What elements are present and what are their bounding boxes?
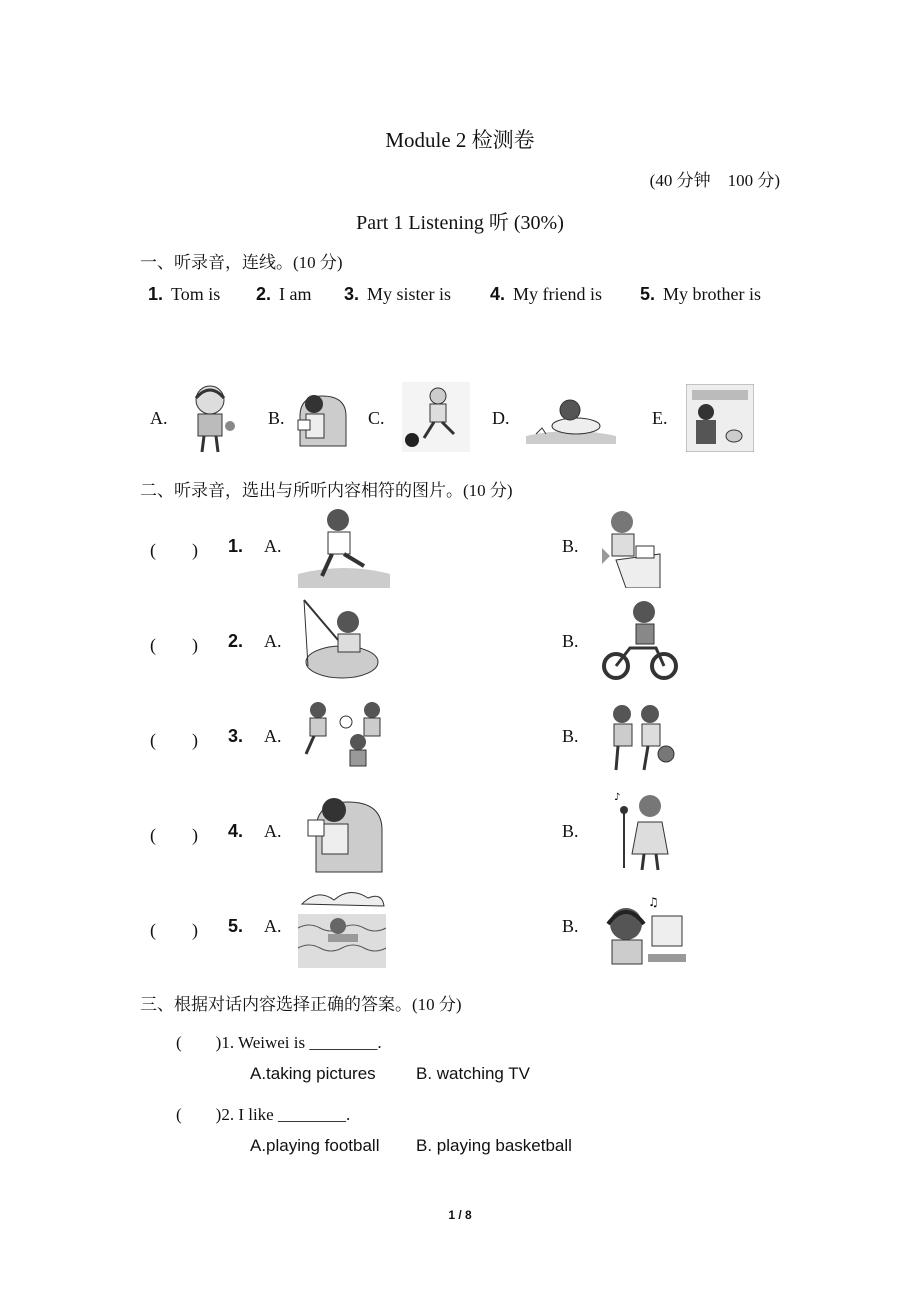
answer-blank-2[interactable]: ( ) xyxy=(150,635,198,655)
question-3-1: ( )1. Weiwei is ________. xyxy=(176,1033,382,1052)
question-3-2: ( )2. I like ________. xyxy=(176,1105,351,1124)
boy-fishing-icon xyxy=(298,596,380,680)
answer-blank-5[interactable]: ( ) xyxy=(150,920,198,940)
section3-heading: 三、根据对话内容选择正确的答案。(10 分) xyxy=(140,995,462,1014)
option-a-4: A. xyxy=(264,821,282,841)
section2-heading: 二、听录音，选出与所听内容相符的图片。(10 分) xyxy=(140,481,513,500)
match-option-b: B. xyxy=(268,408,285,428)
match-option-c: C. xyxy=(368,408,385,428)
question-number-5: 5. xyxy=(228,916,244,936)
boy-kicking-football-icon xyxy=(402,382,470,452)
match-item-5: 5. My brother is xyxy=(640,284,762,304)
match-item-3: 3. My sister is xyxy=(344,284,452,304)
answer-blank-4[interactable]: ( ) xyxy=(150,825,198,845)
boy-drawing-at-desk-icon xyxy=(596,504,664,588)
option-b-4: B. xyxy=(562,821,579,841)
option-3-2-b[interactable]: B. playing basketball xyxy=(416,1136,572,1155)
section1-heading: 一、听录音，连线。(10 分) xyxy=(140,253,343,272)
option-3-1-b[interactable]: B. watching TV xyxy=(416,1064,531,1083)
match-option-e: E. xyxy=(652,408,668,428)
option-a-1: A. xyxy=(264,536,282,556)
boys-playing-football-icon xyxy=(298,698,394,778)
girl-singing-icon xyxy=(606,788,672,872)
time-score: (40 分钟 100 分) xyxy=(649,171,780,190)
option-3-1-a[interactable]: A.taking pictures xyxy=(250,1064,376,1083)
svg-text:♪: ♪ xyxy=(614,792,621,803)
option-a-5: A. xyxy=(264,916,282,936)
match-item-4: 4. My friend is xyxy=(490,284,603,304)
option-a-2: A. xyxy=(264,631,282,651)
match-item-2: 2. I am xyxy=(256,284,312,304)
question-number-3: 3. xyxy=(228,726,244,746)
match-item-1: 1. Tom is xyxy=(148,284,221,304)
boys-playing-basketball-icon xyxy=(604,700,678,774)
boy-riding-motorbike-icon xyxy=(600,598,680,682)
page-title: Module 2 检测卷 xyxy=(385,128,535,152)
option-b-5: B. xyxy=(562,916,579,936)
answer-blank-3[interactable]: ( ) xyxy=(150,730,198,750)
question-number-4: 4. xyxy=(228,821,244,841)
option-b-1: B. xyxy=(562,536,579,556)
boy-swimming-icon xyxy=(298,884,386,968)
question-number-2: 2. xyxy=(228,631,244,651)
boy-with-headphones-icon xyxy=(182,380,238,456)
match-option-d: D. xyxy=(492,408,510,428)
option-b-2: B. xyxy=(562,631,579,651)
match-option-a: A. xyxy=(150,408,168,428)
girl-listening-music-icon xyxy=(600,894,686,968)
page-number: 1 / 8 xyxy=(448,1208,472,1222)
boy-running-icon xyxy=(298,504,390,588)
answer-blank-1[interactable]: ( ) xyxy=(150,540,198,560)
child-with-cat-icon xyxy=(686,384,754,452)
girl-reading-icon xyxy=(304,790,384,874)
part-heading: Part 1 Listening 听 (30%) xyxy=(356,212,564,234)
girl-reading-in-chair-icon xyxy=(292,386,350,452)
child-lying-on-grass-icon xyxy=(526,390,616,444)
svg-text:♫: ♫ xyxy=(648,895,659,909)
option-3-2-a[interactable]: A.playing football xyxy=(250,1136,380,1155)
option-a-3: A. xyxy=(264,726,282,746)
question-number-1: 1. xyxy=(228,536,244,556)
option-b-3: B. xyxy=(562,726,579,746)
